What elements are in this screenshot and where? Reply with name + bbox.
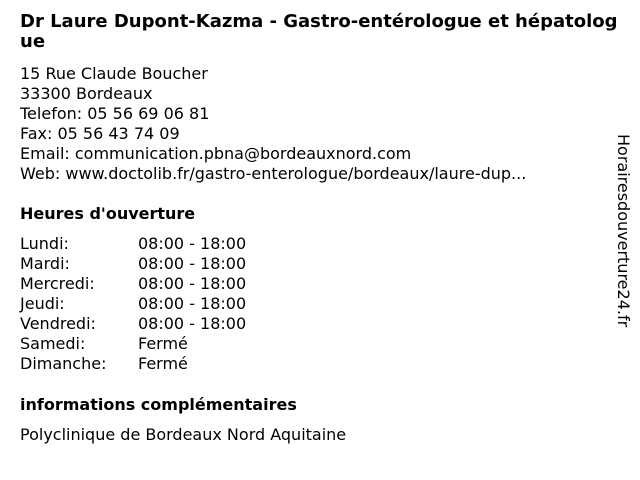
time-value: 08:00 - 18:00 xyxy=(138,274,247,293)
time-value: Fermé xyxy=(138,354,188,373)
day-label: Mercredi: xyxy=(20,274,95,293)
opening-hours-heading: Heures d'ouverture xyxy=(20,204,196,223)
street-address: 15 Rue Claude Boucher xyxy=(20,64,208,83)
day-label: Lundi: xyxy=(20,234,69,253)
additional-info-text: Polyclinique de Bordeaux Nord Aquitaine xyxy=(20,425,347,444)
page-title: Dr Laure Dupont-Kazma - Gastro-entérologue et hépatologue xyxy=(20,11,618,52)
additional-info-heading: informations complémentaires xyxy=(20,395,297,414)
day-label: Vendredi: xyxy=(20,314,96,333)
time-value: Fermé xyxy=(138,334,188,353)
phone-number[interactable]: Telefon: 05 56 69 06 81 xyxy=(20,104,210,123)
email-address[interactable]: Email: communication.pbna@bordeauxnord.com xyxy=(20,144,412,163)
city-postal-code: 33300 Bordeaux xyxy=(20,84,153,103)
time-value: 08:00 - 18:00 xyxy=(138,294,247,313)
site-brand-vertical: Horairesdouverture24.fr xyxy=(614,134,633,328)
website-link[interactable]: Web: www.doctolib.fr/gastro-enterologue/bordeaux/laure-dup... xyxy=(20,164,527,183)
address-block xyxy=(20,64,595,184)
day-label: Mardi: xyxy=(20,254,70,273)
time-value: 08:00 - 18:00 xyxy=(138,234,247,253)
fax-number: Fax: 05 56 43 74 09 xyxy=(20,124,180,143)
day-label: Dimanche: xyxy=(20,354,107,373)
day-label: Jeudi: xyxy=(20,294,65,313)
time-value: 08:00 - 18:00 xyxy=(138,314,247,333)
time-value: 08:00 - 18:00 xyxy=(138,254,247,273)
day-label: Samedi: xyxy=(20,334,86,353)
